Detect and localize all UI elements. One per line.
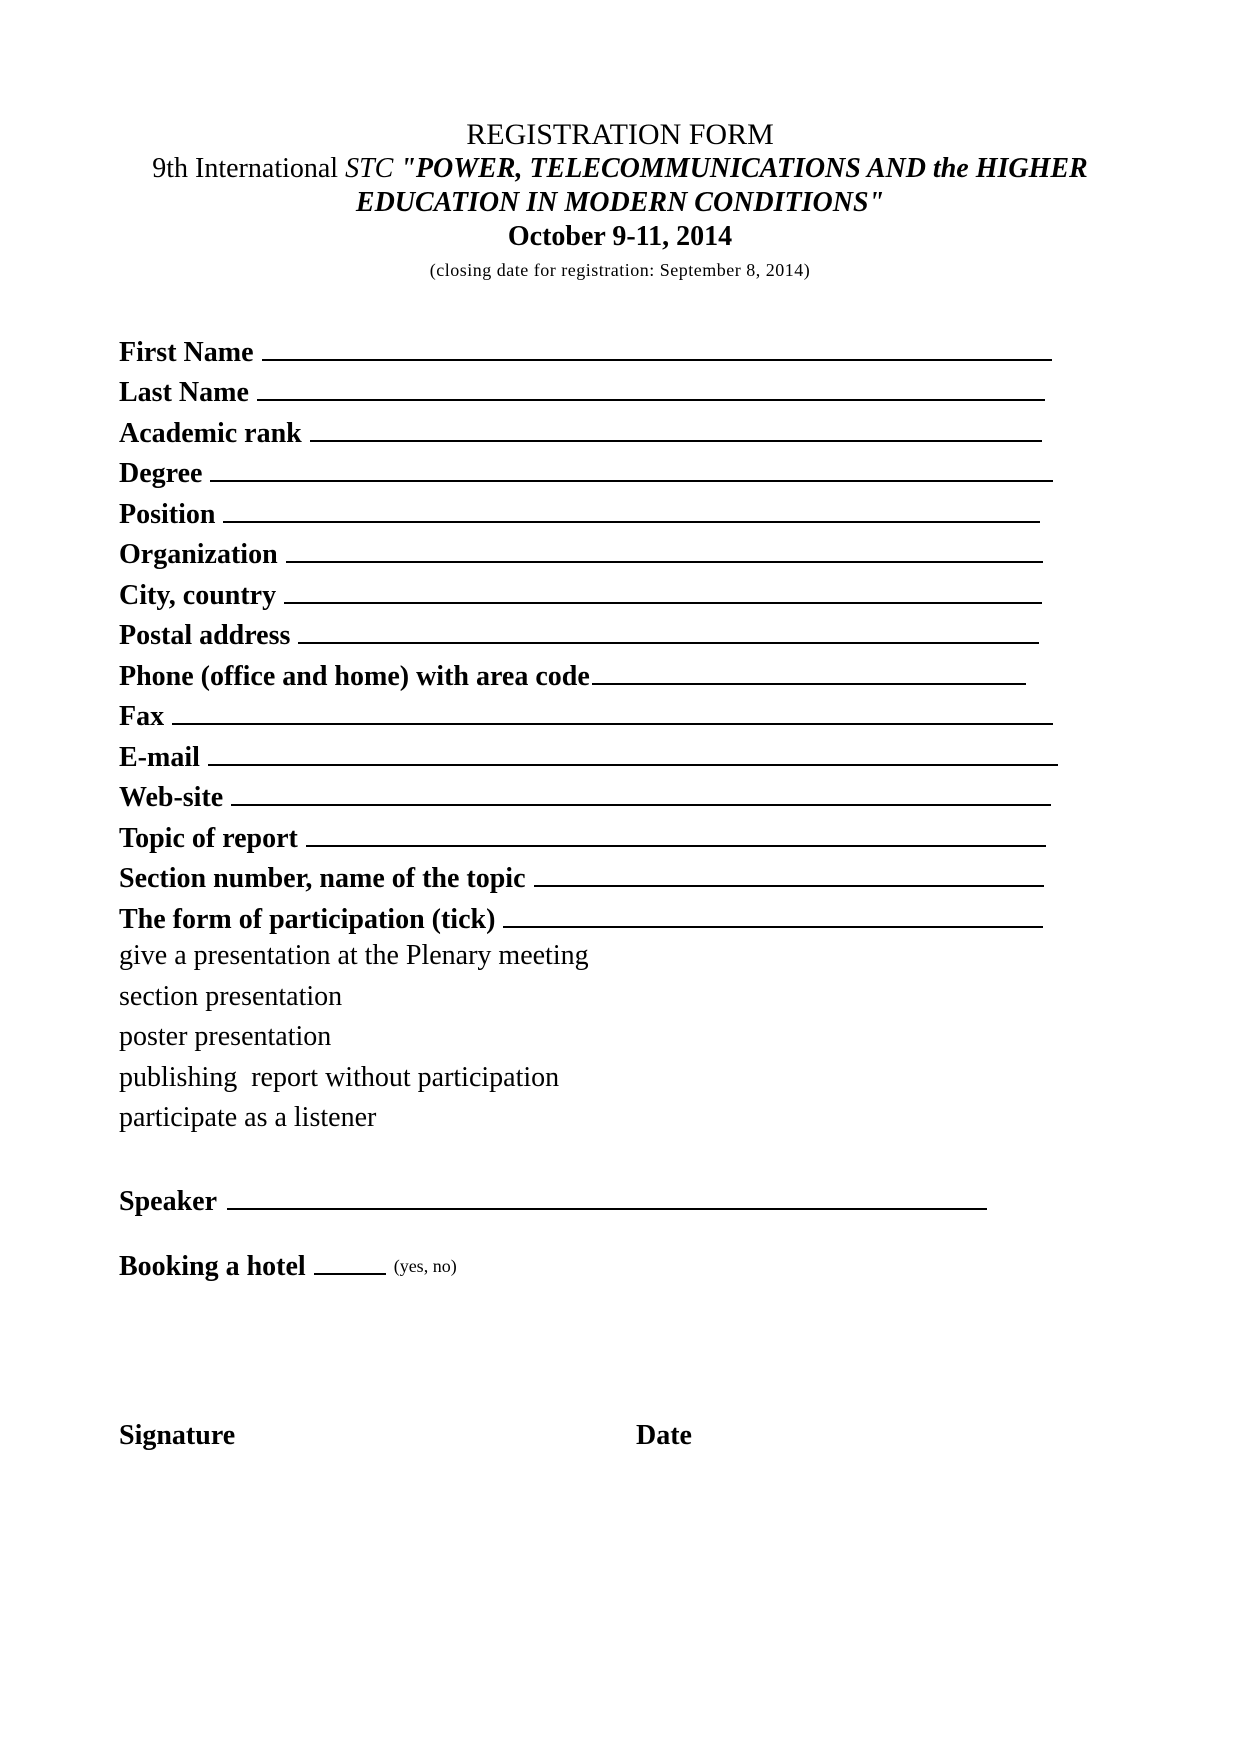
- option-publishing-report[interactable]: publishing report without participation: [119, 1061, 560, 1093]
- section-number-blank[interactable]: [534, 885, 1044, 887]
- field-topic-of-report: [119, 814, 1079, 855]
- first-name-blank[interactable]: [262, 359, 1052, 361]
- postal-address-blank[interactable]: [298, 642, 1039, 644]
- field-label: Position: [119, 498, 216, 530]
- degree-blank[interactable]: [210, 480, 1053, 482]
- field-label: Web-site: [119, 782, 224, 813]
- form-of-participation-blank[interactable]: [503, 926, 1043, 928]
- topic-of-report-blank[interactable]: [306, 845, 1046, 847]
- field-degree: [119, 450, 1079, 491]
- field-website: [119, 774, 1079, 815]
- last-name-blank[interactable]: [257, 399, 1045, 401]
- field-label: First Name: [119, 336, 254, 368]
- registration-fields: [119, 328, 1079, 936]
- website-blank[interactable]: [231, 804, 1051, 806]
- conference-date: October 9-11, 2014: [507, 221, 733, 252]
- field-label: Last Name: [119, 377, 249, 408]
- field-label: Organization: [119, 539, 278, 570]
- field-position: [119, 490, 1079, 531]
- booking-hotel-hint: (yes, no): [393, 1256, 457, 1276]
- field-label: Academic rank: [119, 417, 302, 449]
- field-last-name: [119, 369, 1079, 410]
- conference-stc: STC: [345, 153, 401, 184]
- speaker-blank[interactable]: [227, 1208, 987, 1210]
- academic-rank-blank[interactable]: [310, 440, 1042, 442]
- field-fax: [119, 693, 1079, 734]
- organization-blank[interactable]: [286, 561, 1043, 563]
- date-label: Date: [636, 1420, 692, 1451]
- field-label: E-mail: [119, 741, 200, 773]
- form-header: [0, 118, 1240, 284]
- field-booking-hotel: [119, 1243, 457, 1283]
- conference-title-part-2: EDUCATION IN MODERN CONDITIONS": [355, 187, 885, 218]
- field-label: Topic of report: [119, 822, 298, 854]
- field-label: Postal address: [119, 620, 291, 651]
- city-country-blank[interactable]: [284, 602, 1042, 604]
- field-organization: [119, 531, 1079, 572]
- field-speaker: [119, 1178, 987, 1218]
- option-plenary-presentation[interactable]: give a presentation at the Plenary meeting: [119, 940, 589, 971]
- field-label: Phone (office and home) with area code: [119, 660, 590, 692]
- field-section-number: [119, 855, 1079, 896]
- option-listener[interactable]: participate as a listener: [119, 1102, 377, 1133]
- fax-blank[interactable]: [172, 723, 1053, 725]
- field-city-country: [119, 571, 1079, 612]
- signature-label: Signature: [119, 1420, 236, 1451]
- field-label: Degree: [119, 458, 203, 489]
- field-label: Fax: [119, 701, 165, 732]
- conference-name-line-2: [0, 186, 1240, 220]
- speaker-label: Speaker: [119, 1186, 217, 1217]
- field-postal-address: [119, 612, 1079, 653]
- email-blank[interactable]: [208, 764, 1058, 766]
- field-form-of-participation: [119, 895, 1079, 936]
- closing-date-note: (closing date for registration: September 8, 2014): [429, 260, 811, 280]
- booking-hotel-blank[interactable]: [314, 1273, 386, 1275]
- position-blank[interactable]: [223, 521, 1040, 523]
- phone-blank[interactable]: [592, 683, 1026, 685]
- field-label: The form of participation (tick): [119, 903, 496, 935]
- participation-options: [119, 936, 589, 1139]
- option-poster-presentation[interactable]: poster presentation: [119, 1021, 332, 1052]
- option-section-presentation[interactable]: section presentation: [119, 980, 343, 1012]
- field-email: [119, 733, 1079, 774]
- form-title: REGISTRATION FORM: [466, 118, 774, 151]
- field-label: Section number, name of the topic: [119, 863, 526, 894]
- booking-hotel-label: Booking a hotel: [119, 1251, 306, 1282]
- field-label: City, country: [119, 579, 277, 611]
- conference-name-line-1: [0, 152, 1240, 186]
- conference-title-part-1: "POWER, TELECOMMUNICATIONS AND the HIGHER: [400, 153, 1088, 184]
- field-first-name: [119, 328, 1079, 369]
- conference-ordinal: 9th International: [152, 153, 346, 184]
- field-academic-rank: [119, 409, 1079, 450]
- field-phone: [119, 652, 1079, 693]
